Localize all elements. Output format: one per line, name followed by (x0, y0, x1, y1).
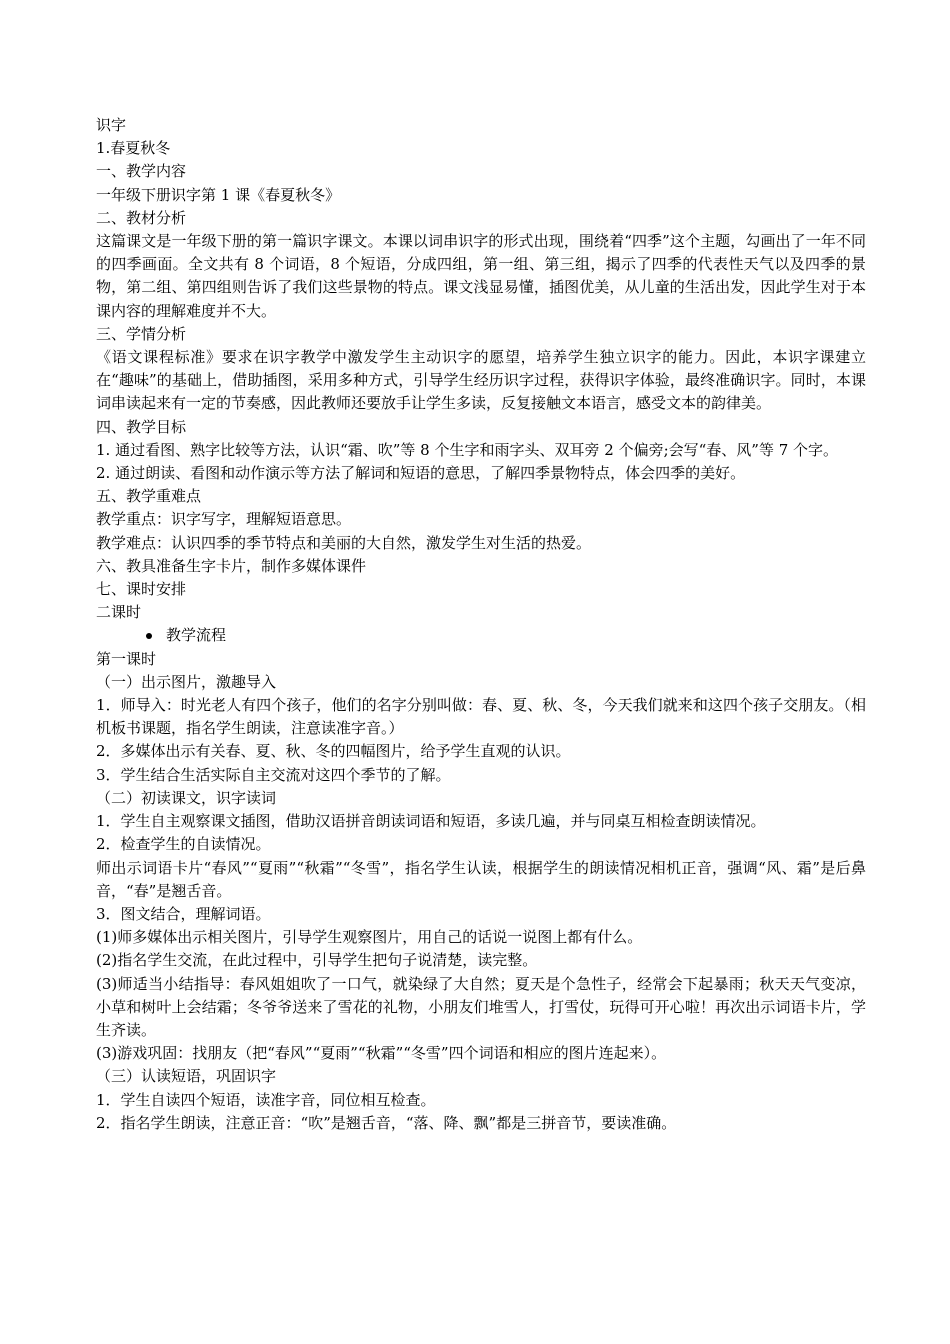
text-line: 2．检查学生的自读情况。 (96, 835, 271, 854)
text-line: 2．指名学生朗读，注意正音：“吹”是翘舌音，“落、降、飘”都是三拼音节，要读准确。 (96, 1113, 677, 1132)
document-page (96, 114, 866, 1135)
text-line: （三）认读短语，巩固识字 (96, 1067, 277, 1086)
bullet-item (96, 624, 866, 647)
paragraph: 师出示词语卡片“春风”“夏雨”“秋霜”“冬雪”，指名学生认读，根据学生的朗读情况相机正音，强调“风、霜”是后鼻音，“春”是翘舌音。 (96, 858, 866, 900)
text-line: 1.春夏秋冬 (96, 139, 171, 158)
text-line: 三、学情分析 (96, 324, 187, 343)
paragraph: 1．学生自主观察课文插图，借助汉语拼音朗读词语和短语，多读几遍，并与同桌互相检查朗读情况。 (96, 812, 766, 831)
text-line: (3)游戏巩固：找朋友（把“春风”“夏雨”“秋霜”“冬雪”四个词语和相应的图片连起来）。 (96, 1044, 667, 1063)
text-line: 3．学生结合生活实际自主交流对这四个季节的了解。 (96, 765, 451, 784)
bullet-text: 教学流程 (166, 626, 227, 645)
text-line: 一、教学内容 (96, 162, 187, 181)
text-line: 七、课时安排 (96, 580, 187, 599)
paragraph: 这篇课文是一年级下册的第一篇识字课文。本课以词串识字的形式出现，围绕着“四季”这个主题，勾画出了一年不同的四季画面。全文共有 8 个词语，8 个短语，分成四组，第一组、第三组，揭示了四季的代表性天气以及四季的景物，第二组、第四组则告诉了我们这些景物的特点。课文浅显易懂，插图优美，从儿童的生活出发，因此学生对于本课内容的理解难度并不大。 (96, 232, 866, 320)
text-line: 二课时 (96, 603, 142, 622)
text-line: （二）初读课文，识字读词 (96, 788, 277, 807)
text-line: 五、教学重难点 (96, 487, 202, 506)
text-line: 教学重点：识字写字，理解短语意思。 (96, 510, 352, 529)
text-line: 2．多媒体出示有关春、夏、秋、冬的四幅图片，给予学生直观的认识。 (96, 742, 571, 761)
text-line: 六、教具准备生字卡片，制作多媒体课件 (96, 556, 367, 575)
paragraph: 1. 通过看图、熟字比较等方法，认识“霜、吹”等 8 个生字和雨字头、双耳旁 2 个偏旁;会写“春、风”等 7 个字。 (96, 440, 839, 459)
text-line: 3．图文结合，理解词语。 (96, 904, 271, 923)
text-line: （一）出示图片，激趣导入 (96, 672, 277, 691)
text-line: 识字 (96, 116, 127, 134)
text-line: 四、教学目标 (96, 417, 187, 436)
paragraph: 《语文课程标准》要求在识字教学中激发学生主动识字的愿望，培养学生独立识字的能力。因此，本识字课建立在“趣味”的基础上，借助插图，采用多种方式，引导学生经历识字过程，获得识字体验，最终准确识字。同时，本课词串读起来有一定的节奏感，因此教师还要放手让学生多读，反复接触文本语言，感受文本的韵律美。 (96, 348, 866, 413)
text-line: 第一课时 (96, 649, 157, 668)
text-line: 1．学生自读四个短语，读准字音，同位相互检查。 (96, 1090, 436, 1109)
paragraph: 1．师导入：时光老人有四个孩子，他们的名字分别叫做：春、夏、秋、冬，今天我们就来和这四个孩子交朋友。（相机板书课题，指名学生朗读，注意读准字音。） (96, 696, 866, 738)
text-line: (2)指名学生交流，在此过程中，引导学生把句子说清楚，读完整。 (96, 951, 538, 970)
text-line: 教学难点：认识四季的季节特点和美丽的大自然，激发学生对生活的热爱。 (96, 533, 592, 552)
paragraph: (3)师适当小结指导：春风姐姐吹了一口气，就染绿了大自然；夏天是个急性子，经常会下起暴雨；秋天天气变凉，小草和树叶上会结霜；冬爷爷送来了雪花的礼物，小朋友们堆雪人，打雪仗，玩得可开心啦！再次出示词语卡片，学生齐读。 (96, 974, 866, 1039)
text-line: 二、教材分析 (96, 208, 187, 227)
text-line: 一年级下册识字第 1 课《春夏秋冬》 (96, 185, 341, 204)
paragraph: 2. 通过朗读、看图和动作演示等方法了解词和短语的意思，了解四季景物特点，体会四季的美好。 (96, 464, 746, 483)
text-line: (1)师多媒体出示相关图片，引导学生观察图片，用自己的话说一说图上都有什么。 (96, 928, 643, 947)
